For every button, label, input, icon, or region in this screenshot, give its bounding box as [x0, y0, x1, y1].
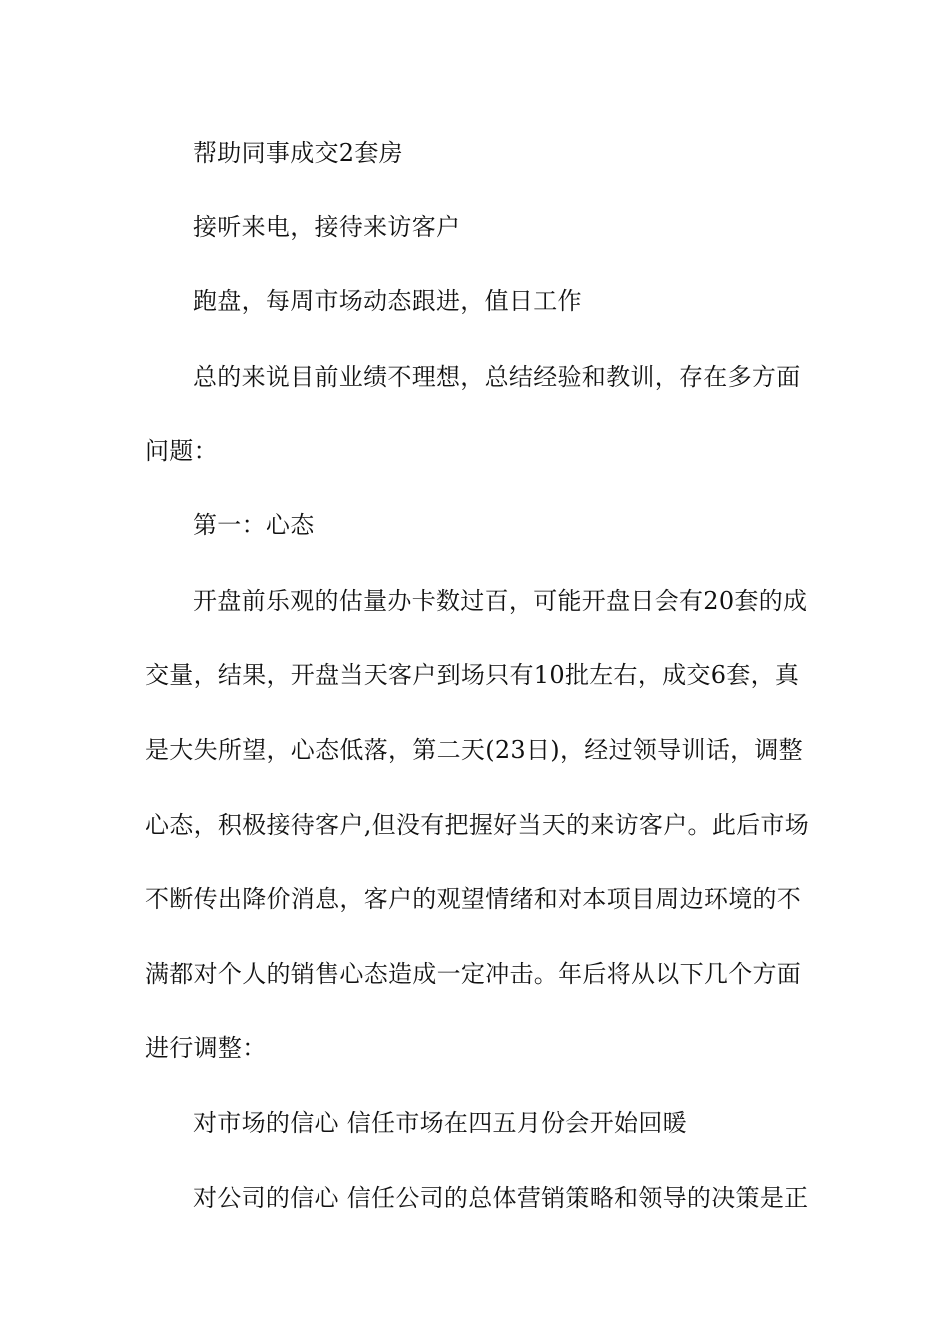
text-line-paragraph-4: 心态，积极接待客户,但没有把握好当天的来访客户。此后市场	[145, 811, 810, 839]
text-line-paragraph-5: 不断传出降价消息，客户的观望情绪和对本项目周边环境的不	[145, 885, 802, 913]
text-line-company-confidence: 对公司的信心 信任公司的总体营销策略和领导的决策是正	[193, 1184, 809, 1212]
text-line-summary-continued: 问题：	[145, 437, 218, 465]
text-line-paragraph-7: 进行调整：	[145, 1034, 267, 1062]
text-line-paragraph-1: 开盘前乐观的估量办卡数过百，可能开盘日会有20套的成	[193, 587, 808, 615]
text-line-field-survey: 跑盘，每周市场动态跟进，值日工作	[193, 287, 582, 315]
text-line-answer-calls: 接听来电，接待来访客户	[193, 213, 461, 241]
section-heading-mindset: 第一：心态	[193, 511, 315, 539]
text-line-paragraph-3: 是大失所望，心态低落，第二天(23日)，经过领导训话，调整	[145, 736, 803, 764]
text-line-summary: 总的来说目前业绩不理想，总结经验和教训，存在多方面	[193, 363, 801, 391]
text-line-market-confidence: 对市场的信心 信任市场在四五月份会开始回暖	[193, 1109, 687, 1137]
text-line-paragraph-2: 交量，结果，开盘当天客户到场只有10批左右，成交6套，真	[145, 661, 800, 689]
text-line-paragraph-6: 满都对个人的销售心态造成一定冲击。年后将从以下几个方面	[145, 960, 802, 988]
text-line-help-colleague: 帮助同事成交2套房	[193, 139, 403, 167]
